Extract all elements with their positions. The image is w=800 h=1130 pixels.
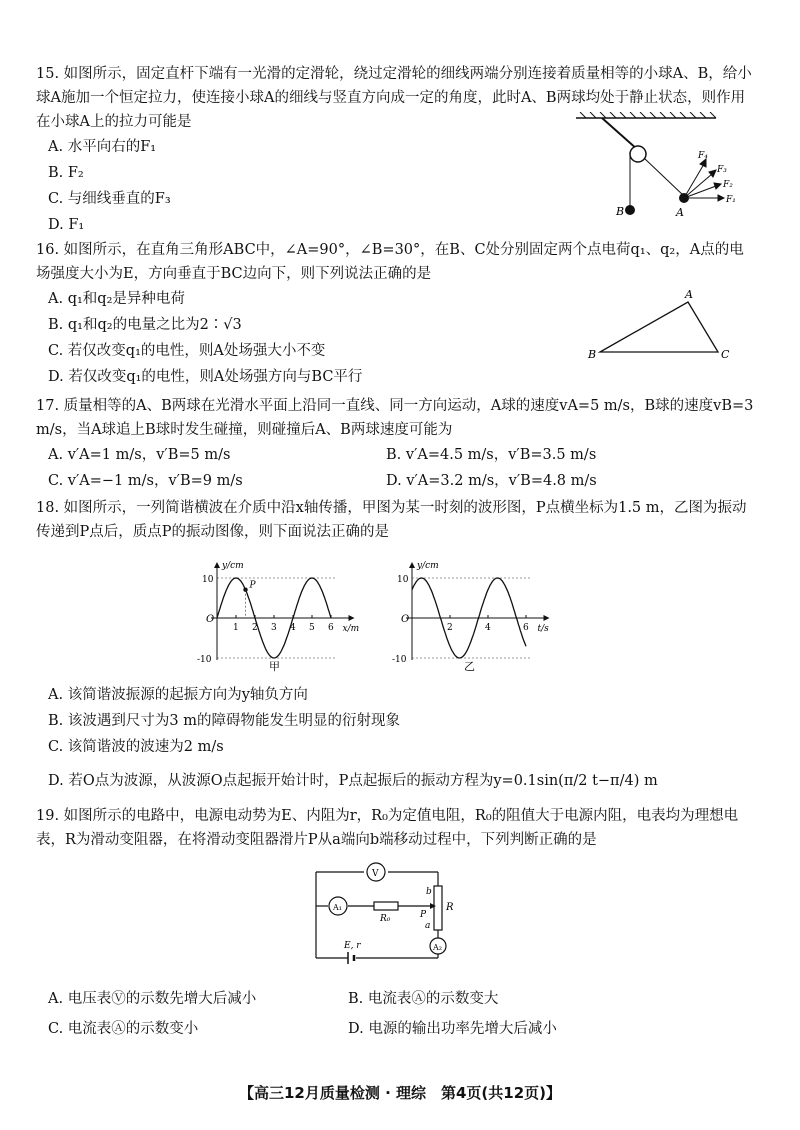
option-a: A. 该简谐波振源的起振方向为y轴负方向 <box>48 687 308 703</box>
y-tick-label: 10 <box>397 575 409 585</box>
chart-title: 甲 <box>269 660 280 673</box>
options-row-1 <box>48 986 756 1016</box>
option-b: B. v′A=4.5 m/s，v′B=3.5 m/s <box>386 447 597 463</box>
option-c: C. 该简谐波的波速为2 m/s <box>48 739 224 755</box>
option-b: B. 该波遇到尺寸为3 m的障碍物能发生明显的衍射现象 <box>48 713 400 729</box>
y-axis-label: y/cm <box>222 561 244 571</box>
option-a: A. v′A=1 m/s，v′B=5 m/s <box>48 447 231 463</box>
label-a: a <box>425 921 431 931</box>
question-stem: 18. 如图所示，一列简谐横波在介质中沿x轴传播，甲图为某一时刻的波形图，P点横坐标为1.5 m，乙图为振动传递到P点后，质点P的振动图像，则下面说法正确的是 <box>36 500 747 540</box>
x-tick-label: 6 <box>328 623 334 633</box>
label-er: E, r <box>344 941 361 951</box>
x-tick-label: 3 <box>271 623 277 633</box>
option-b: B. q₁和q₂的电量之比为2∶√3 <box>48 317 242 333</box>
option-d: D. 电源的输出功率先增大后减小 <box>348 1021 557 1037</box>
x-axis-arrow <box>349 615 355 621</box>
options-row-1 <box>48 442 756 468</box>
option-b: B. F₂ <box>48 165 84 181</box>
x-tick-label: 4 <box>485 623 491 633</box>
y-axis-label: y/cm <box>417 561 439 571</box>
options-row-2 <box>48 468 756 494</box>
y-axis-arrow <box>409 562 415 568</box>
force-f2 <box>684 186 716 198</box>
vibration-chart-yi <box>390 556 565 676</box>
option-c: C. v′A=−1 m/s，v′B=9 m/s <box>48 473 243 489</box>
option-a: A. 水平向右的F₁ <box>48 139 157 155</box>
y-tick-label: 10 <box>202 575 214 585</box>
question-stem: 15. 如图所示，固定直杆下端有一光滑的定滑轮，绕过定滑轮的细线两端分别连接着质量相等的小球A、B，给小球A施加一个恒定拉力，使连接小球A的细线与竖直方向成一定的角度，此时A、B两球均处于静止状态，则作用在小球A上的拉力可能是 <box>36 66 752 130</box>
x-tick-label: 5 <box>309 623 315 633</box>
point-p-label: P <box>249 580 256 591</box>
y-axis-arrow <box>214 562 220 568</box>
triangle-figure <box>584 286 734 364</box>
label-b: B <box>616 205 625 218</box>
question-17 <box>36 394 756 494</box>
page-footer: 【高三12月质量检测 · 理综 第4页(共12页)】 <box>238 1084 562 1102</box>
x-tick-label: 1 <box>233 623 239 633</box>
slider-p <box>430 903 436 909</box>
x-axis-label: t/s <box>537 624 549 634</box>
y-tick-label: -10 <box>392 655 407 665</box>
label-f1: F₁ <box>726 195 736 205</box>
option-c: C. 电流表Ⓐ的示数变小 <box>48 1021 199 1037</box>
label-b: B <box>588 348 597 361</box>
option-d: D. v′A=3.2 m/s，v′B=4.8 m/s <box>386 473 597 489</box>
label-f2: F₂ <box>723 180 733 190</box>
force-f4 <box>684 164 704 198</box>
question-19-options <box>36 986 756 1046</box>
label-f3: F₃ <box>717 165 727 175</box>
option-d: D. F₁ <box>48 217 85 233</box>
question-stem: 16. 如图所示，在直角三角形ABC中，∠A=90°，∠B=30°，在B、C处分别固定两个点电荷q₁、q₂，A点的电场强度大小为E，方向垂直于BC边向下，则下列说法正确的是 <box>36 242 744 282</box>
question-18 <box>36 496 756 544</box>
question-19 <box>36 804 756 852</box>
pulley <box>630 146 646 162</box>
label-r0: R₀ <box>380 914 391 924</box>
wave-chart-jia <box>195 556 370 676</box>
label-a2: A₂ <box>433 943 442 952</box>
x-axis-label: x/m <box>342 624 360 634</box>
label-v: V <box>372 869 379 879</box>
label-p: P <box>420 910 427 920</box>
options-row-2 <box>48 1016 756 1046</box>
label-a: A <box>676 206 684 219</box>
y-tick-label: -10 <box>197 655 212 665</box>
force-f3 <box>684 174 712 198</box>
label-r: R <box>446 902 454 913</box>
x-axis-arrow <box>544 615 550 621</box>
chart-title: 乙 <box>464 660 475 673</box>
resistor-r0 <box>374 902 398 910</box>
origin-label: O <box>206 614 215 625</box>
label-b: b <box>426 887 432 897</box>
rod <box>602 118 638 150</box>
label-a: A <box>685 288 693 301</box>
origin-label: O <box>401 614 410 625</box>
pulley-figure <box>566 112 746 227</box>
label-a1: A₁ <box>333 903 342 912</box>
x-tick-label: 2 <box>252 623 258 633</box>
x-tick-label: 2 <box>447 623 453 633</box>
option-d: D. 若O点为波源，从波源O点起振开始计时，P点起振后的振动方程为y=0.1sin(π/2 t−π/4) m <box>48 773 658 789</box>
x-tick-label: 6 <box>523 623 529 633</box>
option-a: A. q₁和q₂是异种电荷 <box>48 291 185 307</box>
option-b: B. 电流表Ⓐ的示数变大 <box>348 991 499 1007</box>
ball-b <box>625 205 635 215</box>
option-c: C. 若仅改变q₁的电性，则A处场强大小不变 <box>48 343 326 359</box>
option-d: D. 若仅改变q₁的电性，则A处场强方向与BC平行 <box>48 369 363 385</box>
option-c: C. 与细线垂直的F₃ <box>48 191 171 207</box>
x-tick-label: 4 <box>290 623 296 633</box>
circuit-figure <box>306 858 466 974</box>
rheostat-r <box>434 886 442 930</box>
question-stem: 19. 如图所示的电路中，电源电动势为E、内阻为r，R₀为定值电阻，R₀的阻值大于电源内阻，电表均为理想电表，R为滑动变阻器，在将滑动变阻器滑片P从a端向b端移动过程中，下列判断正确的是 <box>36 808 739 848</box>
option-a: A. 电压表Ⓥ的示数先增大后减小 <box>48 991 257 1007</box>
question-18-options <box>36 682 756 794</box>
question-stem: 17. 质量相等的A、B两球在光滑水平面上沿同一直线、同一方向运动，A球的速度vA=5 m/s，B球的速度vB=3 m/s，当A球追上B球时发生碰撞，则碰撞后A、B两球速度可能为 <box>36 398 754 438</box>
label-f4: F₄ <box>698 151 708 161</box>
label-c: C <box>721 348 730 361</box>
